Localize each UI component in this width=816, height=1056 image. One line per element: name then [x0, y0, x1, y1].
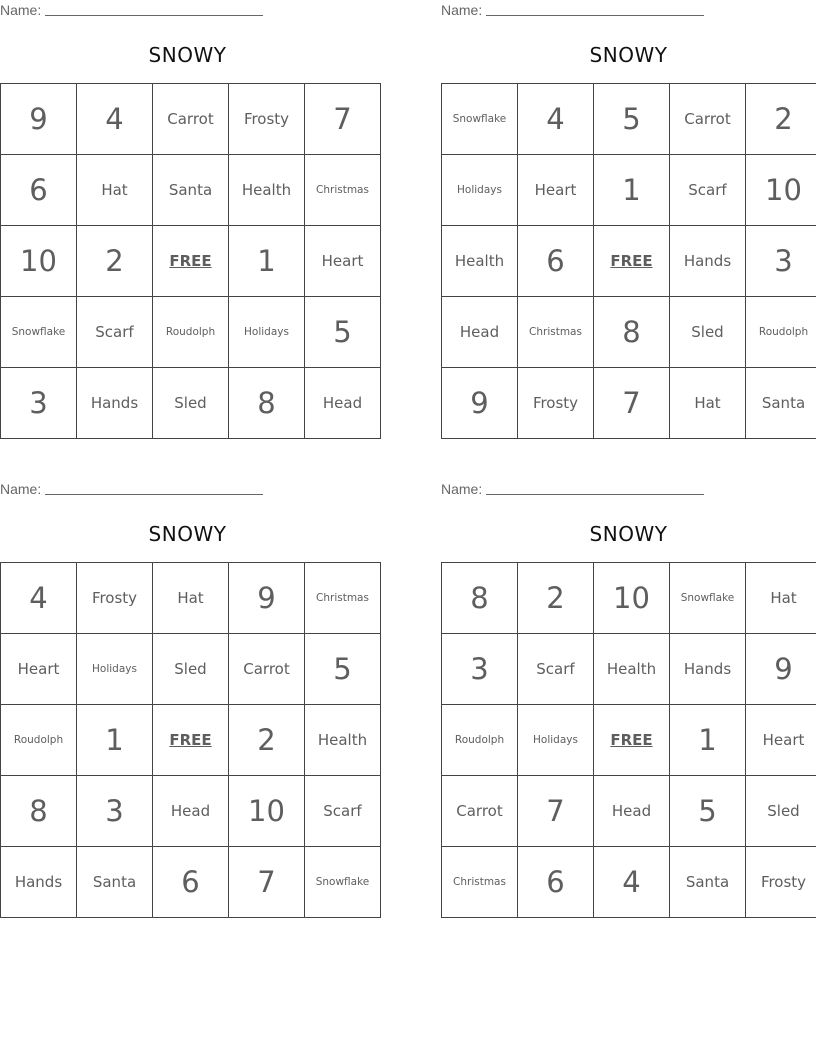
- word-cell: Roudolph: [746, 297, 816, 368]
- word-cell: Head: [442, 297, 518, 368]
- number-cell: 4: [1, 563, 77, 634]
- name-blank-line: [486, 482, 704, 495]
- word-cell: Hat: [670, 368, 746, 439]
- word-cell: Frosty: [518, 368, 594, 439]
- name-field: [0, 2, 263, 18]
- grid-row: [1, 297, 381, 368]
- word-cell: Frosty: [77, 563, 153, 634]
- grid-row: [442, 634, 816, 705]
- word-cell: Holidays: [229, 297, 305, 368]
- word-cell: Carrot: [229, 634, 305, 705]
- name-label: Name:: [0, 481, 42, 497]
- word-cell: Santa: [746, 368, 816, 439]
- word-cell: Hat: [153, 563, 229, 634]
- number-cell: 6: [153, 847, 229, 918]
- number-cell: 9: [746, 634, 816, 705]
- grid-row: [442, 776, 816, 847]
- word-cell: Hat: [77, 155, 153, 226]
- number-cell: 2: [518, 563, 594, 634]
- word-cell: Scarf: [305, 776, 381, 847]
- word-cell: Christmas: [518, 297, 594, 368]
- number-cell: 3: [77, 776, 153, 847]
- word-cell: Sled: [153, 368, 229, 439]
- grid-row: [1, 705, 381, 776]
- number-cell: 7: [305, 84, 381, 155]
- free-space-cell: FREE: [594, 705, 670, 776]
- name-label: Name:: [441, 2, 483, 18]
- number-cell: 4: [518, 84, 594, 155]
- word-cell: Heart: [746, 705, 816, 776]
- word-cell: Scarf: [518, 634, 594, 705]
- number-cell: 7: [594, 368, 670, 439]
- bingo-card: [0, 0, 376, 440]
- word-cell: Holidays: [518, 705, 594, 776]
- number-cell: 1: [229, 226, 305, 297]
- grid-row: [1, 634, 381, 705]
- name-field: [441, 2, 704, 18]
- word-cell: Health: [305, 705, 381, 776]
- number-cell: 1: [77, 705, 153, 776]
- number-cell: 3: [1, 368, 77, 439]
- number-cell: 6: [1, 155, 77, 226]
- number-cell: 2: [229, 705, 305, 776]
- grid-row: [1, 155, 381, 226]
- number-cell: 5: [305, 634, 381, 705]
- number-cell: 7: [229, 847, 305, 918]
- word-cell: Carrot: [153, 84, 229, 155]
- grid-row: [442, 847, 816, 918]
- word-cell: Scarf: [77, 297, 153, 368]
- word-cell: Snowflake: [1, 297, 77, 368]
- number-cell: 10: [229, 776, 305, 847]
- grid-row: [1, 563, 381, 634]
- grid-row: [1, 847, 381, 918]
- grid-row: [442, 297, 816, 368]
- bingo-grid: [441, 562, 816, 918]
- grid-row: [442, 226, 816, 297]
- word-cell: Christmas: [305, 563, 381, 634]
- name-blank-line: [45, 3, 263, 16]
- number-cell: 8: [594, 297, 670, 368]
- word-cell: Santa: [670, 847, 746, 918]
- number-cell: 5: [594, 84, 670, 155]
- word-cell: Sled: [670, 297, 746, 368]
- bingo-grid: [441, 83, 816, 439]
- number-cell: 8: [1, 776, 77, 847]
- free-space-cell: FREE: [594, 226, 670, 297]
- number-cell: 4: [594, 847, 670, 918]
- name-label: Name:: [441, 481, 483, 497]
- number-cell: 8: [229, 368, 305, 439]
- word-cell: Snowflake: [305, 847, 381, 918]
- word-cell: Holidays: [77, 634, 153, 705]
- number-cell: 10: [746, 155, 816, 226]
- word-cell: Carrot: [442, 776, 518, 847]
- number-cell: 9: [229, 563, 305, 634]
- grid-row: [442, 84, 816, 155]
- word-cell: Scarf: [670, 155, 746, 226]
- number-cell: 10: [1, 226, 77, 297]
- word-cell: Frosty: [746, 847, 816, 918]
- word-cell: Christmas: [305, 155, 381, 226]
- word-cell: Hands: [77, 368, 153, 439]
- bingo-card: [0, 479, 376, 919]
- word-cell: Snowflake: [442, 84, 518, 155]
- grid-row: [1, 368, 381, 439]
- word-cell: Santa: [77, 847, 153, 918]
- word-cell: Hat: [746, 563, 816, 634]
- word-cell: Holidays: [442, 155, 518, 226]
- word-cell: Heart: [1, 634, 77, 705]
- word-cell: Roudolph: [153, 297, 229, 368]
- grid-row: [442, 705, 816, 776]
- number-cell: 4: [77, 84, 153, 155]
- word-cell: Roudolph: [442, 705, 518, 776]
- number-cell: 2: [746, 84, 816, 155]
- card-title: SNOWY: [148, 43, 227, 67]
- grid-row: [1, 84, 381, 155]
- number-cell: 9: [442, 368, 518, 439]
- word-cell: Head: [153, 776, 229, 847]
- number-cell: 2: [77, 226, 153, 297]
- word-cell: Christmas: [442, 847, 518, 918]
- number-cell: 10: [594, 563, 670, 634]
- word-cell: Head: [594, 776, 670, 847]
- free-space-cell: FREE: [153, 705, 229, 776]
- name-label: Name:: [0, 2, 42, 18]
- word-cell: Health: [594, 634, 670, 705]
- number-cell: 1: [594, 155, 670, 226]
- card-title: SNOWY: [589, 522, 668, 546]
- card-title: SNOWY: [148, 522, 227, 546]
- bingo-card: [441, 479, 816, 919]
- number-cell: 9: [1, 84, 77, 155]
- number-cell: 7: [518, 776, 594, 847]
- grid-row: [1, 226, 381, 297]
- bingo-card: [441, 0, 816, 440]
- word-cell: Heart: [305, 226, 381, 297]
- word-cell: Health: [229, 155, 305, 226]
- number-cell: 5: [305, 297, 381, 368]
- word-cell: Health: [442, 226, 518, 297]
- free-space-cell: FREE: [153, 226, 229, 297]
- name-blank-line: [486, 3, 704, 16]
- bingo-grid: [0, 562, 381, 918]
- name-field: [0, 481, 263, 497]
- card-title: SNOWY: [589, 43, 668, 67]
- name-blank-line: [45, 482, 263, 495]
- word-cell: Carrot: [670, 84, 746, 155]
- word-cell: Roudolph: [1, 705, 77, 776]
- number-cell: 5: [670, 776, 746, 847]
- word-cell: Hands: [670, 226, 746, 297]
- word-cell: Head: [305, 368, 381, 439]
- number-cell: 3: [442, 634, 518, 705]
- number-cell: 6: [518, 847, 594, 918]
- word-cell: Snowflake: [670, 563, 746, 634]
- number-cell: 8: [442, 563, 518, 634]
- grid-row: [442, 368, 816, 439]
- number-cell: 3: [746, 226, 816, 297]
- word-cell: Heart: [518, 155, 594, 226]
- word-cell: Santa: [153, 155, 229, 226]
- word-cell: Hands: [1, 847, 77, 918]
- number-cell: 6: [518, 226, 594, 297]
- grid-row: [442, 563, 816, 634]
- name-field: [441, 481, 704, 497]
- number-cell: 1: [670, 705, 746, 776]
- word-cell: Hands: [670, 634, 746, 705]
- grid-row: [442, 155, 816, 226]
- bingo-grid: [0, 83, 381, 439]
- grid-row: [1, 776, 381, 847]
- word-cell: Frosty: [229, 84, 305, 155]
- word-cell: Sled: [746, 776, 816, 847]
- word-cell: Sled: [153, 634, 229, 705]
